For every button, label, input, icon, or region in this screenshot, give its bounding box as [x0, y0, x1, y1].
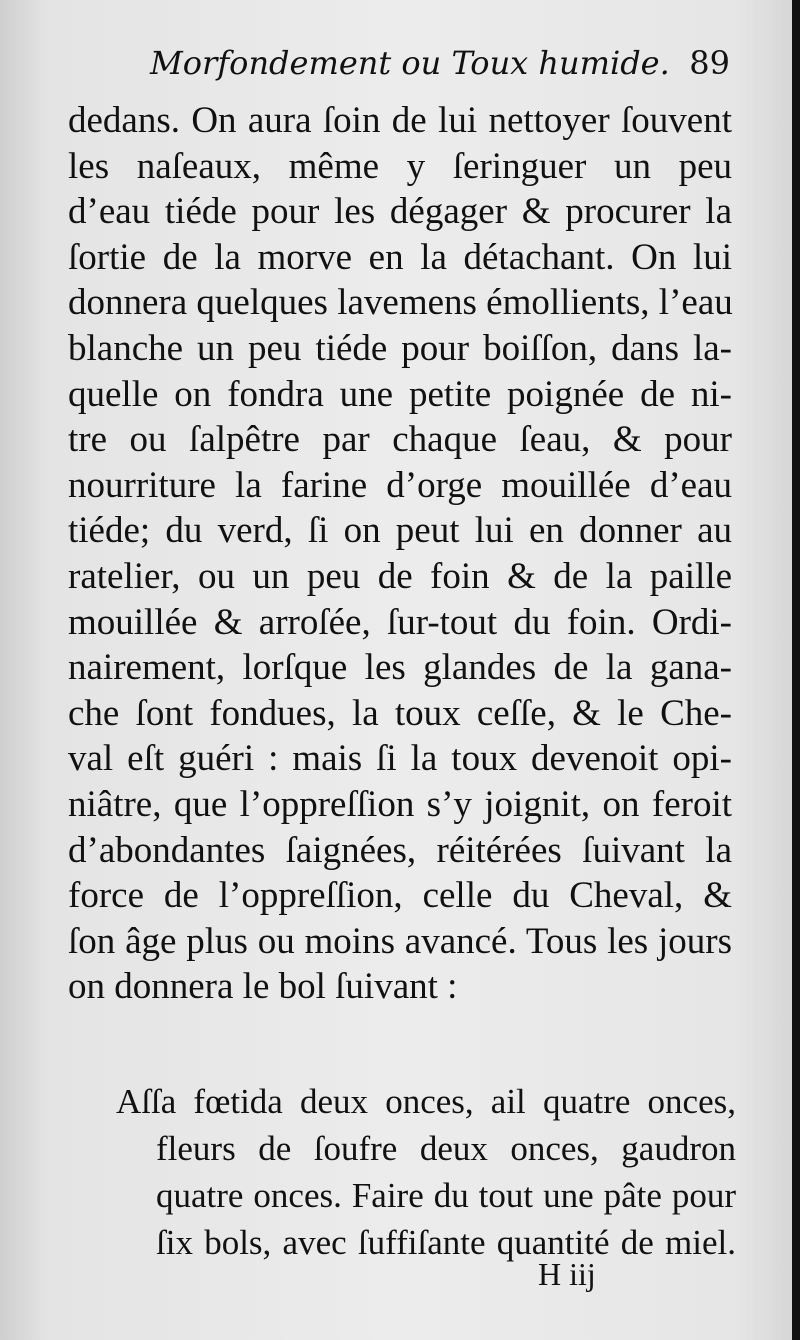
text-line: tiéde; du verd, ſi on peut lui en donner au: [68, 510, 732, 552]
recipe-line: quatre onces. Faire du tout une pâte pour: [156, 1176, 736, 1215]
text-line: val eſt guéri : mais ſi la toux devenoit opi-: [68, 738, 732, 780]
recipe-line: ſix bols, avec ſuffiſante quantité de miel.: [156, 1223, 736, 1262]
text-line: nourriture la farine d’orge mouillée d’eau: [68, 464, 732, 506]
recipe-block: [116, 1078, 736, 1266]
running-title: Morfondement ou Toux humide.: [150, 44, 670, 82]
text-line: les naſeaux, même y ſeringuer un peu: [68, 145, 732, 187]
text-line: mouillée & arroſée, ſur-tout du foin. Ordi-: [68, 601, 732, 643]
text-line: ſortie de la morve en la détachant. On lui: [68, 236, 732, 278]
text-line: nairement, lorſque les glandes de la gana-: [68, 647, 732, 689]
text-line: niâtre, que l’oppreſſion s’y joignit, on feroit: [68, 783, 732, 825]
page-edge: [792, 0, 800, 1340]
text-line: force de l’oppreſſion, celle du Cheval, &: [68, 875, 732, 917]
text-line: dedans. On aura ſoin de lui nettoyer ſouvent: [68, 100, 732, 141]
text-line: quelle on fondra une petite poignée de ni-: [68, 373, 732, 415]
text-line: d’abondantes ſaignées, réitérées ſuivant la: [68, 829, 732, 871]
text-line: on donnera le bol ſuivant :: [68, 966, 458, 1008]
text-line: tre ou ſalpêtre par chaque ſeau, & pour: [68, 419, 732, 461]
signature-mark: H iij: [538, 1256, 596, 1292]
text-line: d’eau tiéde pour les dégager & procurer la: [68, 191, 732, 233]
text-line: blanche un peu tiéde pour boiſſon, dans la-: [68, 327, 732, 369]
recipe-line: Aſſa fœtida deux onces, ail quatre onces,: [116, 1082, 736, 1121]
text-line: ratelier, ou un peu de foin & de la paille: [68, 555, 732, 597]
text-line: che ſont fondues, la toux ceſſe, & le Che-: [68, 692, 732, 734]
running-header: [150, 44, 730, 88]
main-paragraph: [68, 98, 732, 1010]
text-line: donnera quelques lavemens émollients, l’eau: [68, 282, 733, 324]
recipe-line: fleurs de ſoufre deux onces, gaudron: [156, 1129, 736, 1168]
page-number: 89: [689, 44, 730, 82]
text-line: ſon âge plus ou moins avancé. Tous les jours: [68, 920, 732, 962]
